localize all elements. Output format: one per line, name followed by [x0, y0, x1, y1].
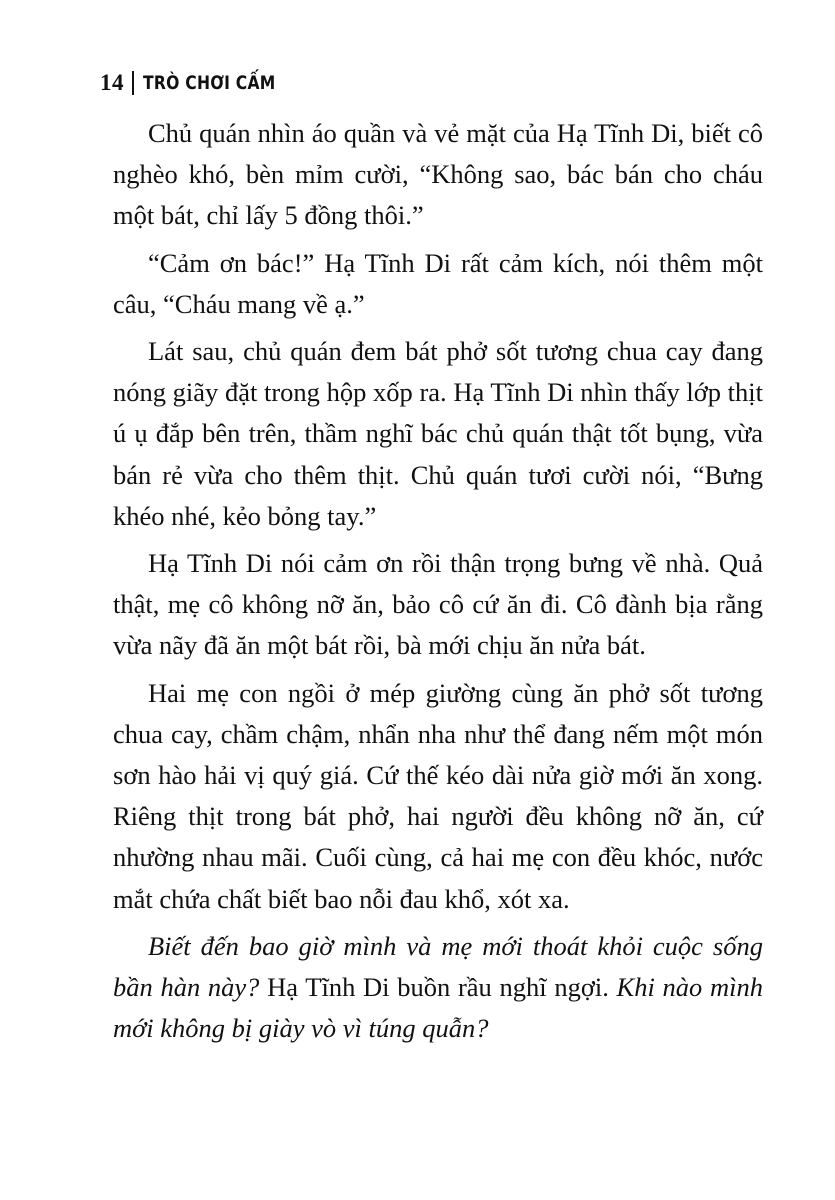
inner-thought-2: Khi nào mình mới không bị giày vò vì túng quẫn? — [113, 972, 764, 1044]
paragraph: “Cảm ơn bác!” Hạ Tĩnh Di rất cảm kích, nói thêm một câu, “Cháu mang về ạ.” — [113, 247, 763, 319]
paragraph-final — [113, 926, 763, 1050]
narration: Hạ Tĩnh Di buồn rầu nghĩ ngợi. — [259, 972, 617, 1003]
running-head — [100, 70, 305, 96]
paragraph: Hạ Tĩnh Di nói cảm ơn rồi thận trọng bưng về nhà. Quả thật, mẹ cô không nỡ ăn, bảo cô cứ ăn đi. Cô đành bịa rằng vừa nãy đã ăn một bát rồi, bà mới chịu ăn nửa bát. — [113, 548, 763, 661]
paragraph: Chủ quán nhìn áo quần và vẻ mặt của Hạ Tĩnh Di, biết cô nghèo khó, bèn mỉm cười, “Không sao, bác bán cho cháu một bát, chỉ lấy 5 đồng thôi.” — [113, 118, 763, 231]
page-number: 14 — [100, 70, 124, 95]
book-title: TRÒ CHƠI CẤM — [143, 72, 276, 94]
paragraph: Hai mẹ con ngồi ở mép giường cùng ăn phở sốt tương chua cay, chầm chậm, nhẩn nha như thể đang nếm một món sơn hào hải vị quý giá. Cứ thế kéo dài nửa giờ mới ăn xong. Riêng thịt trong bát phở, hai người đều không nỡ ăn, cứ nhường nhau mãi. Cuối cùng, cả hai mẹ con đều khóc, nước mắt chứa chất biết bao nỗi đau khổ, xót xa. — [113, 677, 763, 914]
inner-thought-1: Biết đến bao giờ mình và mẹ mới thoát khỏi cuộc sống bần hàn này? — [113, 930, 763, 1003]
body-text — [113, 113, 763, 1055]
header-divider — [132, 71, 134, 95]
paragraph: Lát sau, chủ quán đem bát phở sốt tương chua cay đang nóng giãy đặt trong hộp xốp ra. Hạ Tĩnh Di nhìn thấy lớp thịt ú ụ đắp bên trên, thầm nghĩ bác chủ quán thật tốt bụng, vừa bán rẻ vừa cho thêm thịt. Chủ quán tươi cười nói, “Bưng khéo nhé, kẻo bỏng tay.” — [113, 336, 763, 531]
